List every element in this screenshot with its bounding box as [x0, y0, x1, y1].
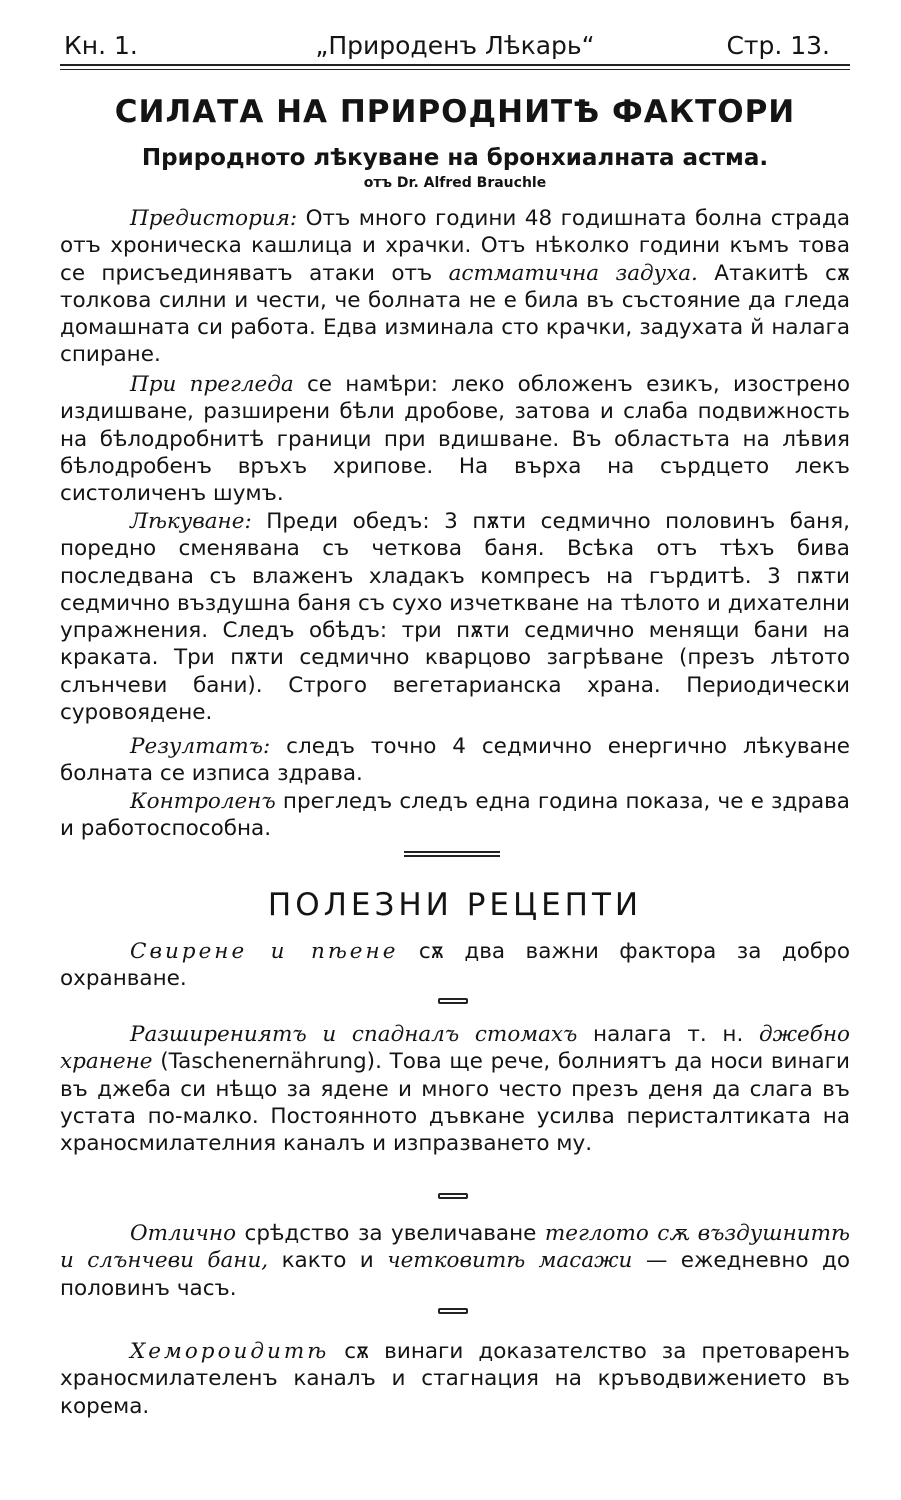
recipe-separator-1: [438, 998, 468, 1004]
stomach-tail: (Taschenernährung). Това ще рече, болниятъ да носи винаги въ джеба си нѣщо за ядене и много често презъ деня да слага въ устата по-малко. Постоянното дъвкане усилва перисталтиката на храносмилателния каналъ и изпразването му.: [60, 1049, 850, 1157]
recipe-separator-2: [438, 1193, 468, 1199]
page-number: Стр. 13.: [726, 31, 830, 60]
prehistory-italic: астматична задуха.: [448, 260, 698, 286]
hemorrhoids-lead: Хемороидитѣ: [130, 1339, 330, 1364]
paragraph-treatment: [60, 508, 850, 726]
header-rule-top: [60, 64, 850, 66]
treatment-body: Преди обедъ: 3 пѫти седмично половинъ баня, поредно сменявана съ четкова баня. Всѣка отъ тѣхъ бива последвана съ влаженъ хладакъ компресъ на гърдитѣ. 3 пѫти седмично въздушна баня съ сухо изчеткване на тѣлото и дихателни упражнения. Следъ обѣдъ: три пѫти седмично менящи бани на краката. Три пѫти седмично кварцово загрѣване (презъ лѣтото слънчеви бани). Строго вегетарианска храна. Периодически суровоядене.: [60, 509, 850, 726]
paragraph-prehistory: [60, 205, 850, 369]
prehistory-tail: Атакитѣ сѫ толкова силни и чести, че болната не е била въ състояние да гледа домашната си работа. Едва изминала сто крачки, задухата й налага спиране.: [60, 260, 850, 368]
weight-mid: както и: [281, 1248, 374, 1274]
recipe-stomach: [60, 1021, 850, 1157]
stomach-body: налага т. н.: [593, 1022, 744, 1047]
journal-title: „Природенъ Лѣкарь“: [315, 31, 595, 60]
examination-body: се намѣри: леко обложенъ езикъ, изострено издишване, разширени бѣли дробове, затова и слаба подвижность на бѣлодробнитѣ граници при вдишване. Въ областьта на лѣвия бѣлодробенъ връхъ хрипове. На върха на сърдцето лекъ систоличенъ шумъ.: [60, 372, 850, 507]
weight-italic: теглото сѫ въздушнитѣ и слънчеви бани,: [60, 1221, 850, 1274]
recipe-singing: [60, 938, 850, 993]
paragraph-examination: [60, 371, 850, 507]
article-subtitle: Природното лѣкуване на бронхиалната астма.: [141, 145, 769, 171]
weight-italic-2: четковитѣ масажи: [387, 1248, 633, 1274]
singing-body: сѫ два важни фактора за добро охранване.: [60, 939, 850, 992]
result-lead: Резултатъ:: [130, 734, 271, 759]
weight-lead: Отлично: [130, 1221, 237, 1246]
treatment-lead: Лѣкуване:: [130, 509, 252, 534]
article-title: СИЛАТА НА ПРИРОДНИТѢ ФАКТОРИ: [114, 94, 796, 130]
control-lead: Контроленъ: [130, 789, 276, 814]
article-author: отъ Dr. Alfred Brauchle: [363, 175, 547, 191]
header-rule-bottom: [60, 69, 850, 70]
hemorrhoids-body: сѫ винаги доказателство за претоваренъ храносмилателенъ каналъ и стагнация на кръводвижението въ корема.: [60, 1339, 850, 1419]
section-title: ПОЛЕЗНИ РЕЦЕПТИ: [267, 887, 643, 923]
stomach-italic: джебно хранене: [60, 1022, 850, 1075]
prehistory-body: Отъ много години 48 годишната болна страда отъ хроническа кашлица и храчки. Отъ нѣколко години къмъ това се присъединяватъ атаки отъ: [60, 206, 850, 286]
prehistory-lead: Предистория:: [130, 206, 298, 231]
examination-lead: При прегледа: [130, 372, 294, 397]
recipe-weight: [60, 1220, 850, 1302]
result-body: следъ точно 4 седмично енергично лѣкуване болната се изписа здрава.: [60, 734, 850, 787]
singing-lead: Свирене и пѣене: [130, 939, 399, 964]
stomach-lead: Разширениятъ и спадналъ стомахъ: [130, 1022, 578, 1047]
paragraph-result: [60, 733, 850, 788]
recipe-separator-3: [438, 1308, 468, 1314]
paragraph-control: [60, 788, 850, 843]
running-header: [60, 28, 850, 64]
control-body: прегледъ следъ една година показа, че е здрава и работоспособна.: [60, 789, 850, 842]
weight-body: срѣдство за увеличаване: [244, 1221, 537, 1246]
weight-tail: — ежедневно до половинъ часъ.: [60, 1248, 851, 1301]
recipe-hemorrhoids: [60, 1338, 850, 1420]
section-divider: [404, 851, 500, 857]
book-number: Кн. 1.: [64, 31, 138, 60]
